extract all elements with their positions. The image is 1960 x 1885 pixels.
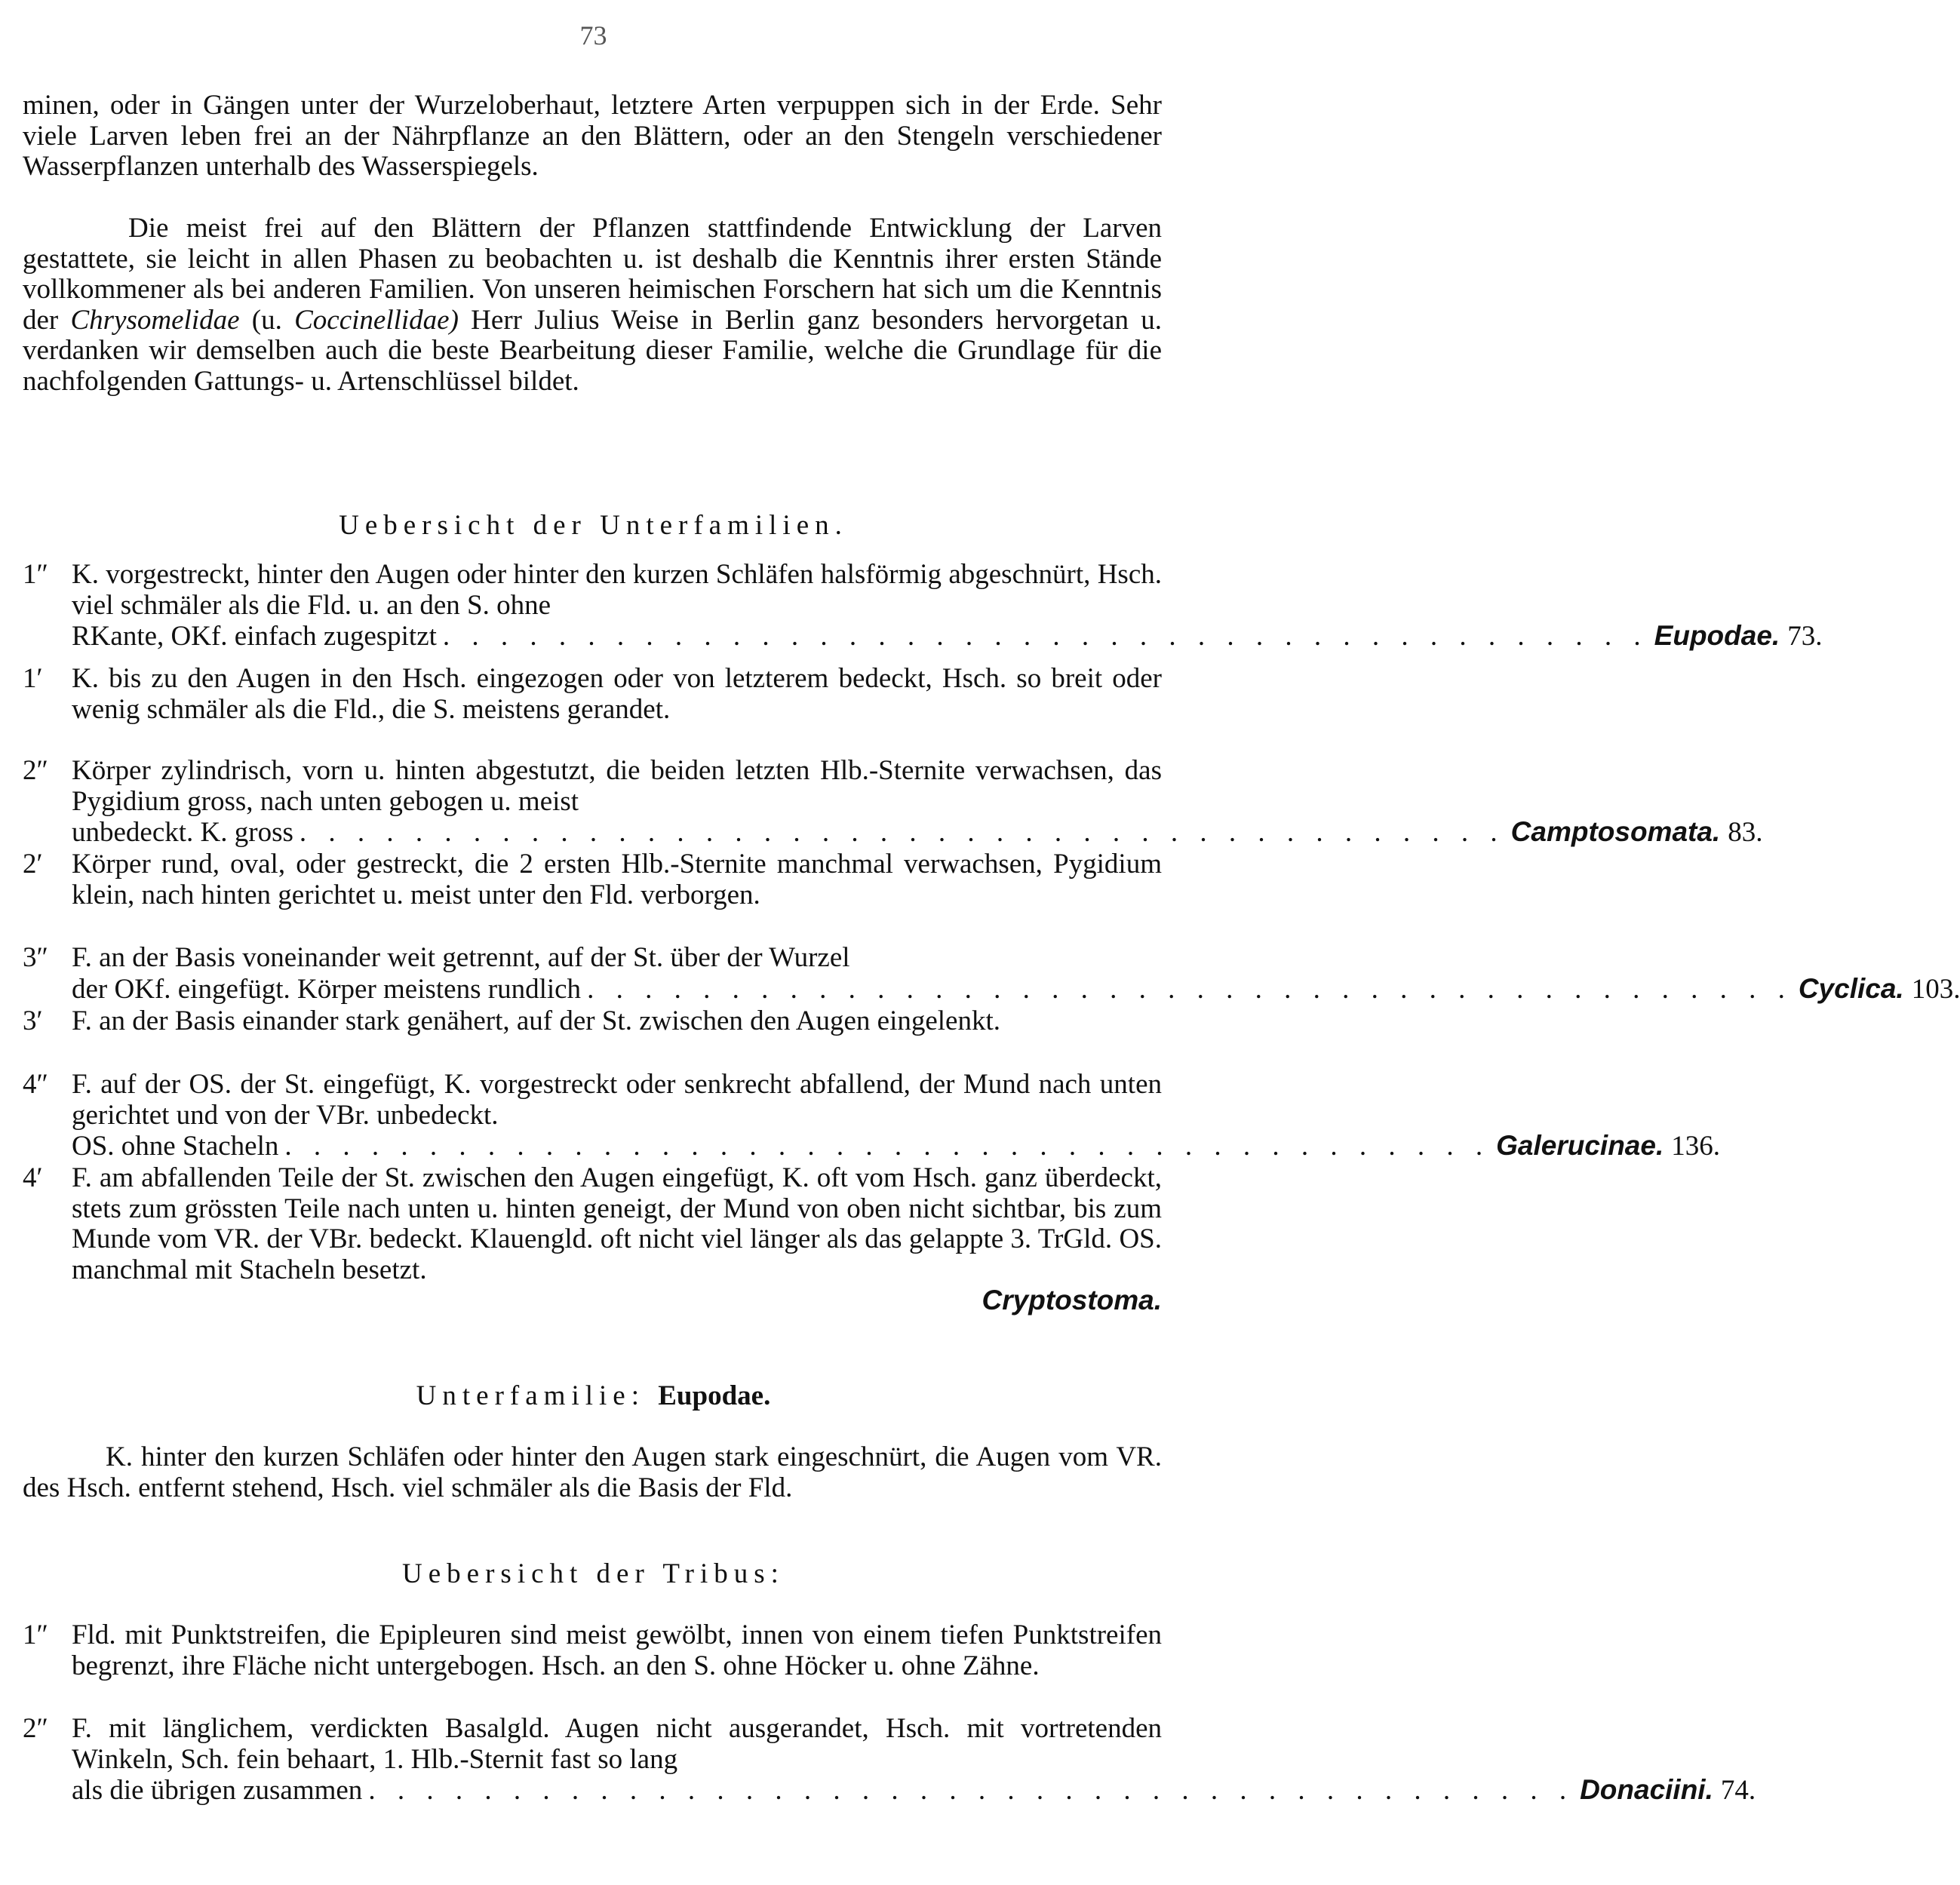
key-entry: [23, 849, 1162, 910]
key-number: 3′: [23, 1005, 43, 1036]
key-text: F. am abfallenden Teile der St. zwischen den Augen eingefügt, K. oft vom Hsch. ganz überdeckt, stets zum grössten Teile nach unten u. hinten geneigt, der Mund von oben nicht sichtbar, bis zum Munde vom VR. der VBr. bedeckt. Klauengld. oft nicht viel länger als das gelappte 3. TrGld. OS. manchmal mit Stacheln besetzt.: [72, 1162, 1162, 1285]
key-text: F. an der Basis voneinander weit getrennt, auf der St. über der Wurzel: [72, 942, 850, 973]
key-number: 1″: [23, 1619, 48, 1650]
key-text: K. vorgestreckt, hinter den Augen oder hinter den kurzen Schläfen halsförmig abgeschnürt, Hsch. viel schmäler als die Fld. u. an den S. ohne: [72, 559, 1162, 621]
heading-taxon-name: Eupodae.: [658, 1380, 771, 1411]
key-text: K. bis zu den Augen in den Hsch. eingezogen oder von letzterem bedeckt, Hsch. so breit oder wenig schmäler als die Fld., die S. meistens gerandet.: [72, 663, 1162, 725]
taxon-name: Cyclica.: [1798, 972, 1904, 1004]
eupodae-description: K. hinter den kurzen Schläfen oder hinter den Augen stark eingeschnürt, die Augen vom VR. des Hsch. entfernt stehend, Hsch. viel schmäler als die Basis der Fld.: [23, 1441, 1162, 1503]
key-number: 2″: [23, 755, 48, 786]
section-heading-eupodae: [0, 1380, 1187, 1412]
page-number: 73: [579, 20, 607, 51]
leader-dots: . . . . . . . . . . . . . . . . . . . . . . . . . . . . . . . . . . . . . . . . . .: [587, 973, 1793, 1005]
intro-paragraph-1: minen, oder in Gängen unter der Wurzeloberhaut, letztere Arten verpuppen sich in der Erde. Sehr viele Larven leben frei an der Nährpflanze an den Blättern, oder an den Stengeln verschiedener Wasserpflanzen unterhalb des Wasserspiegels.: [23, 90, 1162, 182]
intro-text-part2: (u.: [239, 304, 295, 336]
section-heading-unterfamilien: Uebersicht der Unterfamilien.: [339, 510, 848, 541]
intro-text-part1: Die meist frei auf den Blättern der Pflanzen stattfindende Entwicklung der Larven gestattete, sie leicht in allen Phasen zu beobachten u. ist deshalb die Kenntnis ihrer ersten Stände vollkommener als bei anderen Familien. Von unseren heimischen Forschern hat sich um die Kenntnis der: [23, 213, 1162, 336]
key-entry: [23, 664, 1162, 725]
key-text: F. an der Basis einander stark genähert, auf der St. zwischen den Augen eingelenkt.: [72, 1005, 1001, 1036]
leader-dots: . . . . . . . . . . . . . . . . . . . . . . . . . . . . . . . . . . . . . . . . . .: [299, 817, 1505, 848]
key-text-lastline: als die übrigen zusammen: [72, 1775, 363, 1806]
intro-text-part3: Herr Julius Weise in Berlin ganz besonders hervorgetan u. verdanken wir demselben auch die beste Bearbeitung dieser Familie, welche die Grundlage für die nachfolgenden Gattungs- u. Artenschlüssel bildet.: [23, 304, 1162, 397]
taxon-name: Eupodae.: [1654, 620, 1780, 651]
key-text-lastline: RKante, OKf. einfach zugespitzt: [72, 621, 437, 652]
key-entry: [23, 755, 1763, 849]
key-number: 1″: [23, 559, 48, 590]
key-text: Körper rund, oval, oder gestreckt, die 2 ersten Hlb.-Sternite manchmal verwachsen, Pygidium klein, nach hinten gerichtet u. meist unter den Fld. verborgen.: [72, 849, 1162, 910]
leader-dots: . . . . . . . . . . . . . . . . . . . . . . . . . . . . . . . . . . . . . . . . . .: [442, 621, 1648, 652]
key-text: F. auf der OS. der St. eingefügt, K. vorgestreckt oder senkrecht abfallend, der Mund nach unten gerichtet und von der VBr. unbedeckt.: [72, 1069, 1162, 1131]
taxon-name: Camptosomata.: [1510, 816, 1721, 847]
key-entry: [23, 1006, 1162, 1037]
key-text: Körper zylindrisch, vorn u. hinten abgestutzt, die beiden letzten Hlb.-Sternite verwachsen, das Pygidium gross, nach unten gebogen u. meist: [72, 755, 1162, 817]
key-entry: [23, 942, 1960, 1005]
key-text-lastline: OS. ohne Stacheln: [72, 1131, 279, 1162]
key-number: 2′: [23, 849, 43, 880]
taxon-name: Galerucinae.: [1496, 1130, 1664, 1161]
page-ref: 83.: [1728, 817, 1763, 848]
page-ref: 103.: [1911, 973, 1960, 1005]
key-entry: [23, 1069, 1720, 1162]
key-text-lastline: unbedeckt. K. gross: [72, 817, 293, 848]
key-number: 2″: [23, 1713, 48, 1744]
key-entry: [23, 1620, 1162, 1681]
page-ref: 73.: [1787, 621, 1823, 652]
taxon-chrysomelidae: Chrysomelidae: [70, 304, 240, 336]
key-text: F. mit länglichem, verdickten Basalgld. Augen nicht ausgerandet, Hsch. mit vortretenden Winkeln, Sch. fein behaart, 1. Hlb.-Sternit fast so lang: [72, 1713, 1162, 1775]
key-number: 4′: [23, 1162, 43, 1193]
heading-prefix: Unterfamilie:: [416, 1380, 659, 1411]
page-ref: 136.: [1671, 1131, 1720, 1162]
key-number: 4″: [23, 1069, 48, 1100]
key-entry: [23, 1713, 1756, 1807]
key-number: 3″: [23, 942, 48, 973]
key-entry: [23, 1163, 1162, 1316]
key-number: 1′: [23, 663, 43, 694]
taxon-coccinellidae: Coccinellidae): [294, 304, 459, 336]
key-text: Fld. mit Punktstreifen, die Epipleuren sind meist gewölbt, innen von einem tiefen Punktstreifen begrenzt, ihre Fläche nicht untergebogen. Hsch. an den S. ohne Höcker u. ohne Zähne.: [72, 1619, 1162, 1681]
page-ref: 74.: [1720, 1775, 1756, 1806]
leader-dots: . . . . . . . . . . . . . . . . . . . . . . . . . . . . . . . . . . . . . . . . . .: [368, 1775, 1574, 1806]
intro-paragraph-2: [23, 213, 1162, 397]
leader-dots: . . . . . . . . . . . . . . . . . . . . . . . . . . . . . . . . . . . . . . . . . .: [284, 1131, 1491, 1162]
taxon-name: Donaciini.: [1580, 1774, 1713, 1805]
taxon-name: Cryptostoma.: [982, 1285, 1162, 1316]
section-heading-tribus: Uebersicht der Tribus:: [402, 1558, 785, 1589]
key-text-lastline: der OKf. eingefügt. Körper meistens rundlich: [72, 973, 582, 1005]
key-entry: [23, 559, 1823, 652]
